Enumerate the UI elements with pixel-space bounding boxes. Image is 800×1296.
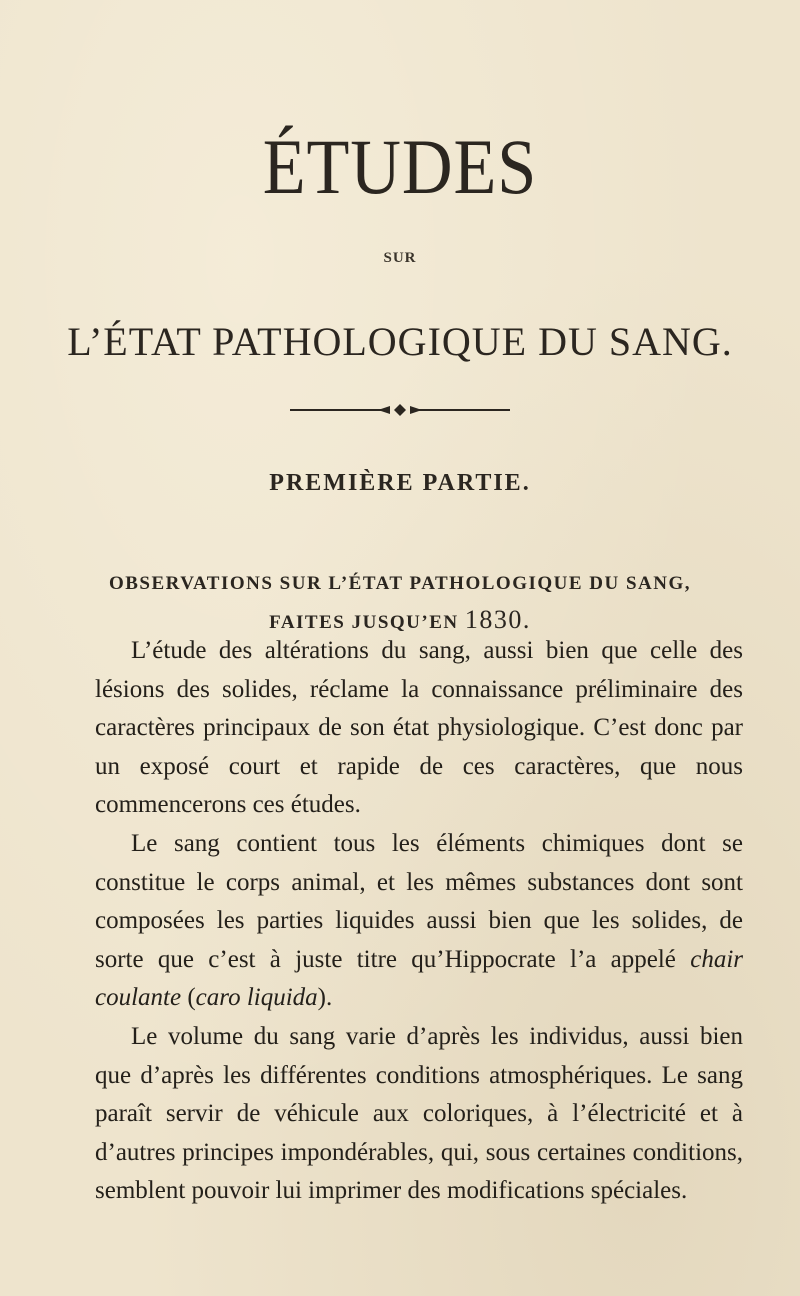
page-subtitle: L’ÉTAT PATHOLOGIQUE DU SANG. [67,319,733,364]
paragraph-2-italic-a: chair coulante [95,945,743,1012]
section-heading-line-1: OBSERVATIONS SUR L’ÉTAT PATHOLOGIQUE DU SANG, [108,573,692,594]
paragraph-2 [95,825,743,1018]
paragraph-3: Le volume du sang varie d’après les individus, aussi bien que d’après les différentes conditions atmosphériques. Le sang paraît servir de véhicule aux coloriques, à l’électricité et à d’autres principes impondérables, qui, sous certaines conditions, semblent pouvoir lui imprimer des modifications spéciales. [95,1022,743,1205]
paragraph-2-text-c: ). [317,984,333,1012]
paragraph-1: L’étude des altérations du sang, aussi bien que celle des lésions des solides, réclame la connaissance préliminaire des caractères principaux de son état physiologique. C’est donc par un exposé court et rapide de ces caractères, que nous commencerons ces études. [95,637,743,819]
title-connector: SUR [383,250,417,266]
paragraph-2-text-a: Le sang contient tous les éléments chimiques dont se constitue le corps animal, et les mêmes substances dont sont composées les parties liquides aussi bien que les solides, de sorte que c’est à juste titre qu’Hippocrate l’a appelé [95,829,743,973]
page-title: ÉTUDES [262,123,538,210]
paragraph-2-text-b: ( [181,984,196,1012]
paragraph-2-italic-b: caro liquida [195,984,318,1012]
ornament-divider-icon [290,404,510,416]
part-heading: PREMIÈRE PARTIE. [269,470,531,496]
section-heading-text: FAITES JUSQU’EN [269,612,459,633]
body-text [95,632,743,1211]
section-heading [0,566,800,641]
section-heading-year: 1830. [464,605,531,634]
